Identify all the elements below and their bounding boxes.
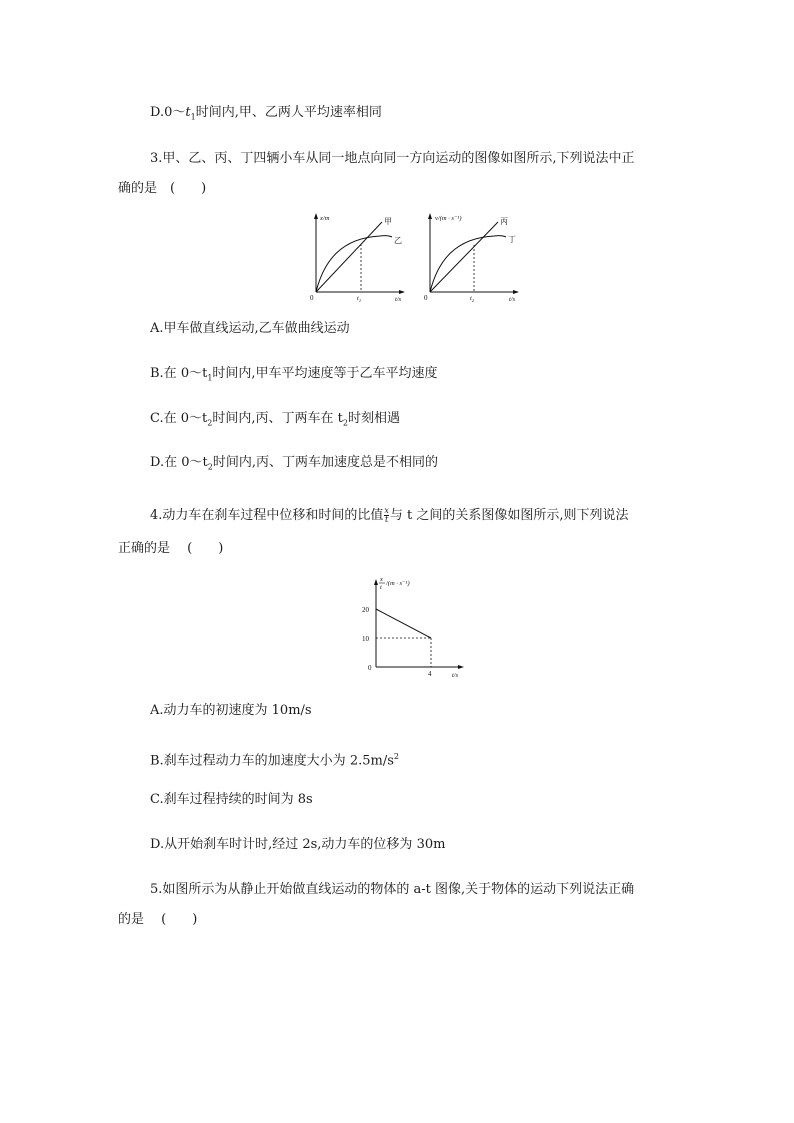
y-axis-label: v/(m · s⁻¹)	[435, 215, 462, 222]
q3-figure-xt	[300, 210, 410, 302]
tick-t2: $t_2$	[470, 295, 475, 302]
q4-option-c: C.刹车过程持续的时间为 8s	[150, 792, 313, 807]
q5-stem-line2: 的是 ( )	[118, 912, 198, 927]
q3-figure-vt	[414, 210, 524, 302]
x-axis-label: t/s	[395, 296, 402, 302]
q4-option-a: A.动力车的初速度为 10m/s	[150, 703, 312, 718]
q4-stem-line1: 4.动力车在刹车过程中位移和时间的比值 $\frac{x}{t}$ 与 t 之间的关系图像如图所示,则下列说法	[150, 506, 629, 524]
series-line	[376, 609, 431, 638]
y-axis-label: x/m	[320, 215, 330, 222]
q3-option-b: B.在 $0\sim t_1$时间内,甲车平均速度等于乙车平均速度	[150, 366, 438, 383]
y-tick-10: 10	[362, 635, 369, 643]
x-axis-arrow	[399, 290, 405, 294]
x-axis-label: t/s	[452, 672, 459, 679]
q2-option-d: $D.0\sim t_1$时间内,甲、乙两人平均速率相同	[150, 105, 382, 122]
q4-stem-line2: 正确的是 ( )	[118, 541, 224, 556]
y-tick-20: 20	[362, 606, 369, 614]
q3-option-c: C.在 $0\sim t_2$时间内,丙、丁两车在 $t_2$时刻相遇	[150, 411, 400, 428]
q3-stem-line2: 确的是 ( )	[118, 181, 207, 196]
inline-fraction: $\frac{x}{t}$	[384, 506, 389, 524]
q3-stem-line1: 3.甲、乙、丙、丁四辆小车从同一地点向同一方向运动的图像如图所示,下列说法中正	[150, 151, 635, 166]
origin-label: 0	[310, 294, 314, 302]
curve-ding	[430, 236, 506, 292]
curve-ding-label: 丁	[508, 235, 516, 244]
q5-stem-line1: 5.如图所示为从静止开始做直线运动的物体的 a-t 图像,关于物体的运动下列说法正确	[150, 882, 635, 897]
q4-chart	[355, 572, 470, 682]
origin-label: 0	[368, 664, 372, 672]
curve-bing-label: 丙	[500, 217, 508, 226]
curve-bing	[430, 222, 498, 292]
x-tick-4: 4	[428, 670, 432, 678]
origin-label: 0	[424, 294, 428, 302]
curve-yi	[316, 236, 392, 292]
y-axis-arrow	[314, 213, 318, 219]
q3-option-d: D.在 $0\sim t_2$时间内,丙、丁两车加速度总是不相同的	[150, 455, 438, 472]
curve-yi-label: 乙	[394, 236, 402, 245]
tick-t1: $t_1$	[357, 295, 362, 302]
curve-jia	[316, 222, 382, 292]
q4-option-b: B.刹车过程动力车的加速度大小为 $2.5m/s^2$	[150, 752, 399, 769]
y-label-den: t	[380, 584, 382, 591]
y-axis-arrow	[428, 213, 432, 219]
x-axis-label: t/s	[509, 296, 516, 302]
q4-option-d: D.从开始刹车时计时,经过 2s,动力车的位移为 30m	[150, 837, 446, 852]
y-label-num: x	[380, 576, 383, 583]
y-axis-arrow	[374, 579, 378, 585]
x-axis-arrow	[513, 290, 519, 294]
y-label-unit: /(m · s⁻¹)	[386, 580, 410, 587]
x-axis-arrow	[458, 665, 464, 669]
curve-jia-label: 甲	[384, 217, 392, 226]
q3-option-a: A.甲车做直线运动,乙车做曲线运动	[150, 321, 350, 336]
